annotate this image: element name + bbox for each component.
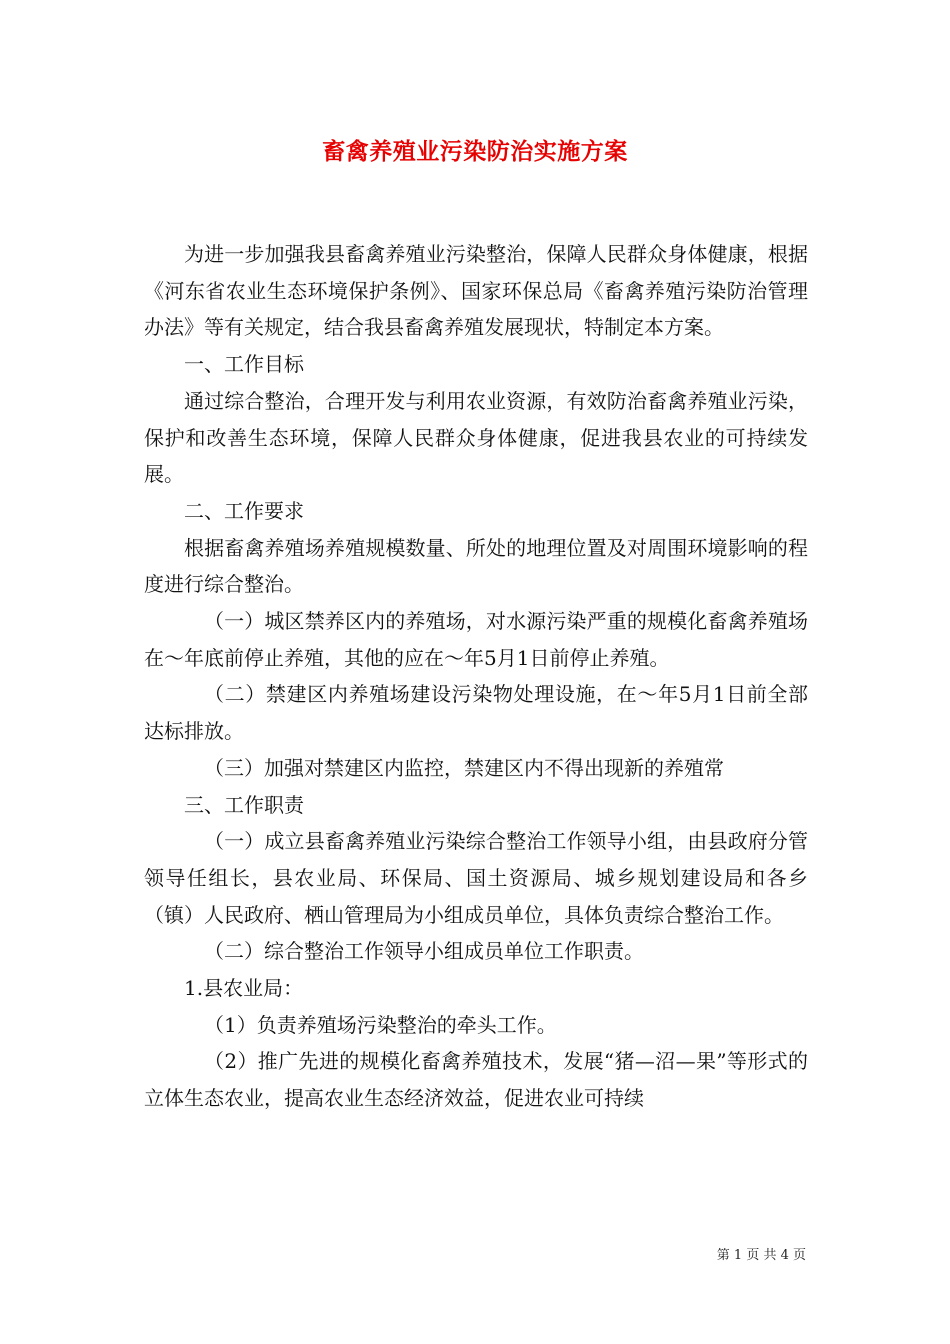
goals-paragraph: 通过综合整治，合理开发与利用农业资源，有效防治畜禽养殖业污染，保护和改善生态环境，保障人民群众身体健康，促进我县农业的可持续发展。: [144, 388, 808, 487]
agriculture-duty-2: （2）推广先进的规模化畜禽养殖技术，发展“猪—沼—果”等形式的立体生态农业，提高农业生态经济效益，促进农业可持续: [144, 1049, 808, 1111]
section-heading-duties: 三、工作职责: [184, 792, 304, 817]
requirement-item-1: （一）城区禁养区内的养殖场，对水源污染严重的规模化畜禽养殖场在～年底前停止养殖，其他的应在～年5月1日前停止养殖。: [144, 609, 808, 670]
agriculture-duty-1: （1）负责养殖场污染整治的牵头工作。: [204, 1012, 557, 1037]
duties-item-2: （二）综合整治工作领导小组成员单位工作职责。: [204, 939, 644, 964]
section-heading-goals: 一、工作目标: [184, 352, 304, 377]
page-number: 第 1 页 共 4 页: [716, 1248, 806, 1263]
section-heading-requirements: 二、工作要求: [184, 498, 304, 523]
document-title: 畜禽养殖业污染防治实施方案: [322, 138, 628, 165]
agency-heading-agriculture: 1.县农业局：: [184, 976, 304, 1001]
intro-paragraph: 为进一步加强我县畜禽养殖业污染整治，保障人民群众身体健康，根据《河东省农业生态环境保护条例》、国家环保总局《畜禽养殖污染防治管理办法》等有关规定，结合我县畜禽养殖发展现状，特制定本方案。: [144, 242, 808, 340]
requirements-paragraph: 根据畜禽养殖场养殖规模数量、所处的地理位置及对周围环境影响的程度进行综合整治。: [144, 535, 808, 597]
document-body: [144, 236, 808, 1117]
duties-item-1: （一）成立县畜禽养殖业污染综合整治工作领导小组，由县政府分管领导任组长，县农业局、环保局、国土资源局、城乡规划建设局和各乡（镇）人民政府、栖山管理局为小组成员单位，具体负责综合整治工作。: [144, 829, 808, 927]
requirement-item-3: （三）加强对禁建区内监控，禁建区内不得出现新的养殖常: [204, 755, 724, 780]
requirement-item-2: （二）禁建区内养殖场建设污染物处理设施，在～年5月1日前全部达标排放。: [144, 682, 808, 744]
